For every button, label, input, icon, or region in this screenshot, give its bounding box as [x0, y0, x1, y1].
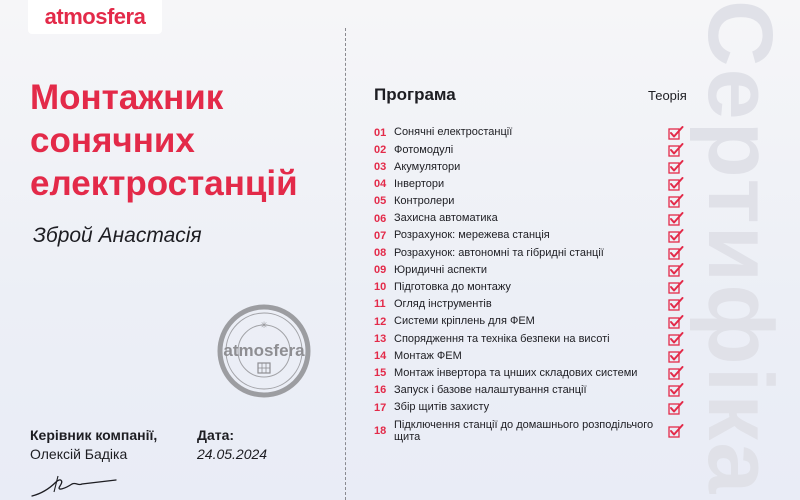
program-item-label: Підготовка до монтажу [394, 281, 511, 294]
program-item [374, 124, 684, 141]
program-item [374, 296, 684, 313]
program-item-label: Сонячні електростанції [394, 126, 513, 139]
program-item-number: 01 [374, 126, 387, 139]
checkbox-checked-icon [668, 212, 684, 226]
program-item-number: 16 [374, 384, 387, 397]
checkbox-checked-icon [668, 349, 684, 363]
program-item [374, 210, 684, 227]
checkbox-checked-icon [668, 332, 684, 346]
theory-heading: Теорія [648, 88, 687, 103]
program-item [374, 313, 684, 330]
program-item [374, 365, 684, 382]
program-item-number: 14 [374, 350, 387, 363]
program-item-label: Юридичні аспекти [394, 263, 488, 276]
program-item [374, 176, 684, 193]
title-line: Монтажник [30, 78, 224, 117]
program-item-label: Розрахунок: мережева станція [394, 229, 550, 242]
checkbox-checked-icon [668, 229, 684, 243]
checkbox-checked-icon [668, 177, 684, 191]
program-item-number: 08 [374, 246, 387, 259]
program-item [374, 244, 684, 261]
checkbox-checked-icon [668, 315, 684, 329]
program-item-number: 06 [374, 212, 387, 225]
program-item [374, 347, 684, 364]
certificate-title [30, 76, 298, 205]
program-heading: Програма [374, 85, 456, 104]
dashed-divider [345, 28, 346, 500]
program-item-number: 13 [374, 332, 387, 345]
watermark [689, 0, 800, 500]
program-item [374, 330, 684, 347]
program-item-label: Монтаж ФЕМ [394, 349, 462, 362]
program-item [374, 279, 684, 296]
program-item-label: Запуск і базове налаштування станції [394, 384, 587, 397]
brand-logo-text: atmosfera [44, 4, 146, 29]
checkbox-checked-icon [668, 297, 684, 311]
watermark-text: Сертифіка [689, 0, 791, 496]
program-item-number: 07 [374, 229, 387, 242]
checkbox-checked-icon [668, 263, 684, 277]
checkbox-checked-icon [668, 246, 684, 260]
program-item-number: 05 [374, 195, 387, 208]
date-value: 24.05.2024 [197, 446, 268, 462]
program-item-label: Розрахунок: автономні та гібридні станції [394, 246, 604, 259]
program-item-label: Інвертори [394, 177, 445, 190]
title-line: сонячних [30, 121, 195, 160]
program-item [374, 141, 684, 158]
program-item-number: 04 [374, 178, 387, 191]
program-item-number: 02 [374, 143, 387, 156]
program-item [374, 416, 684, 446]
program-item-label: Підключення станції до домашнього розподільчого щита [394, 418, 654, 444]
program-item-label: Збір щитів захисту [394, 401, 490, 414]
checkbox-checked-icon [668, 143, 684, 157]
checkbox-checked-icon [668, 160, 684, 174]
program-item-label: Акумулятори [394, 160, 461, 173]
program-list [374, 124, 684, 446]
program-item-number: 18 [374, 425, 387, 438]
program-item-number: 15 [374, 367, 387, 380]
program-item [374, 193, 684, 210]
checkbox-checked-icon [668, 401, 684, 415]
manager-block [30, 426, 157, 463]
program-item-label: Контролери [394, 195, 455, 208]
program-item-number: 12 [374, 315, 387, 328]
checkbox-checked-icon [668, 126, 684, 140]
program-item-number: 03 [374, 160, 387, 173]
program-item-label: Захисна автоматика [394, 212, 498, 225]
stamp-logo-text: atmosfera [223, 341, 305, 360]
date-label: Дата: [197, 427, 235, 443]
program-item-number: 09 [374, 264, 387, 277]
checkbox-checked-icon [668, 366, 684, 380]
checkbox-checked-icon [668, 280, 684, 294]
manager-name: Олексій Бадіка [30, 446, 128, 462]
program-item [374, 262, 684, 279]
handwritten-signature [30, 472, 120, 500]
program-item-number: 17 [374, 401, 387, 414]
svg-text:✳: ✳ [260, 320, 268, 330]
date-block [197, 426, 267, 463]
title-line: електростанцій [30, 164, 298, 203]
program-item-label: Монтаж інвертора та цнших складових системи [394, 366, 638, 379]
program-item-label: Фотомодулі [394, 143, 454, 156]
program-item-number: 10 [374, 281, 387, 294]
program-item-label: Системи кріплень для ФЕМ [394, 315, 535, 328]
student-name: Зброй Анастасія [33, 224, 202, 247]
manager-label: Керівник компанії, [30, 427, 158, 443]
program-item [374, 158, 684, 175]
checkbox-checked-icon [668, 424, 684, 438]
company-stamp [217, 304, 311, 398]
program-item-label: Огляд інструментів [394, 298, 492, 311]
program-item-label: Спорядження та техніка безпеки на висоті [394, 332, 610, 345]
brand-logo [28, 0, 162, 34]
program-item [374, 382, 684, 399]
program-item [374, 399, 684, 416]
checkbox-checked-icon [668, 383, 684, 397]
program-item [374, 227, 684, 244]
checkbox-checked-icon [668, 194, 684, 208]
program-item-number: 11 [374, 298, 386, 311]
